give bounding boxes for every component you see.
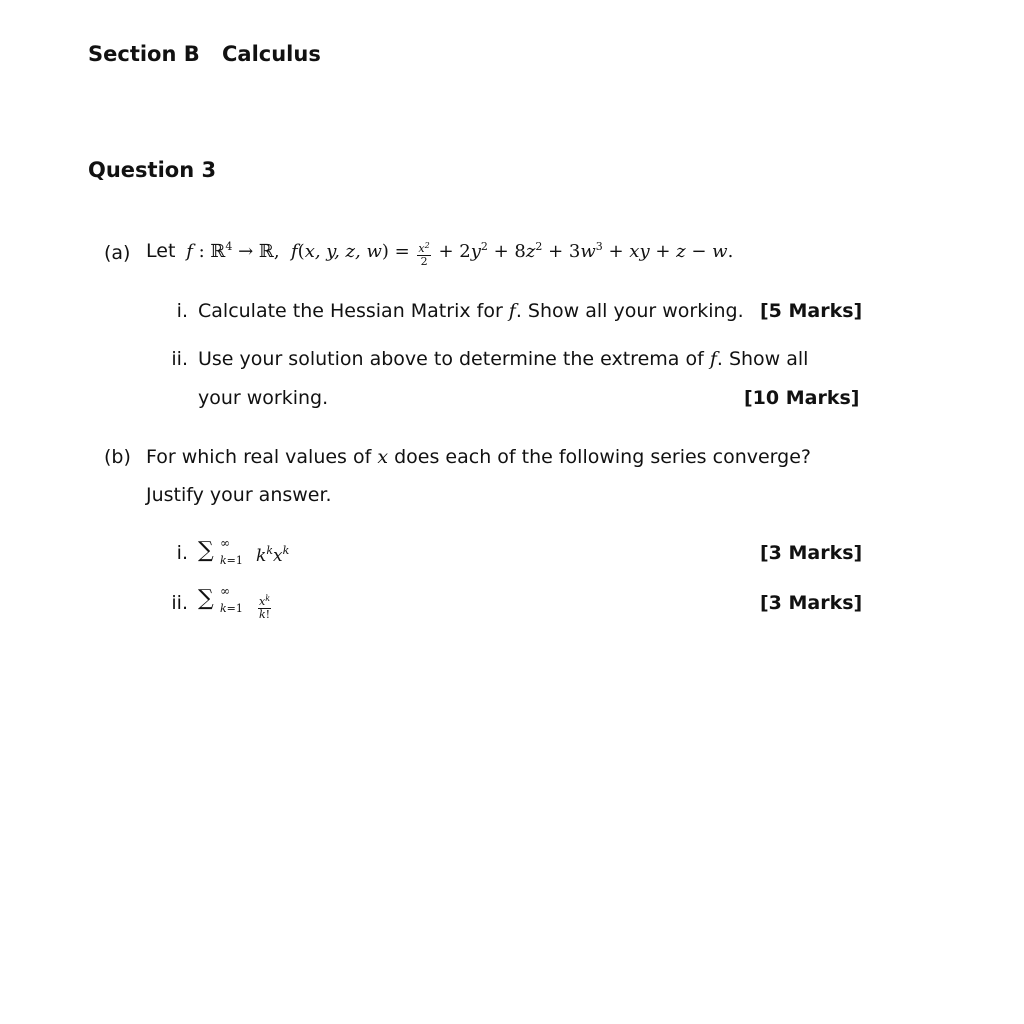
series-1: ∑ ∞ k=1 $k^kx^k$ (198, 536, 290, 567)
function-definition: f : ℝ$^4$ → ℝ, f(x, y, z, w) = $\frac{x^2}{2}$ + $2y^2 + 8z^2 + 3w^3$ + xy + z − w. (180, 240, 734, 268)
part-a-item-1-text: Calculate the Hessian Matrix for f. Show all your working. (198, 300, 744, 322)
part-a-item-2-marks: [10 Marks] (744, 387, 860, 409)
part-a-label: (a) (104, 242, 131, 264)
part-b-item-2-marks: [3 Marks] (760, 592, 863, 614)
part-b-question: For which real values of x does each of the following series converge? (146, 446, 811, 468)
part-b-item-1-marks: [3 Marks] (760, 542, 863, 564)
part-b-item-2-label: ii. (171, 592, 188, 614)
part-b-item-1-label: i. (176, 542, 188, 564)
series-2: ∑ ∞ k=1 $\frac{x^k}{k!}$ (198, 584, 271, 621)
part-a-statement (146, 240, 733, 268)
part-a-lead: Let (146, 240, 176, 262)
part-a-item-1-marks: [5 Marks] (760, 300, 863, 322)
section-title: Calculus (222, 42, 321, 66)
question-title: Question 3 (88, 158, 217, 182)
part-a-item-2-text: Use your solution above to determine the extrema of f. Show all (198, 348, 809, 370)
section-label: Section B (88, 42, 200, 66)
part-a-item-2-text-continued: your working. (198, 387, 329, 409)
part-b-label: (b) (104, 446, 131, 468)
part-a-item-2-label: ii. (171, 348, 188, 370)
part-b-justify: Justify your answer. (146, 484, 332, 506)
part-a-item-1-label: i. (176, 300, 188, 322)
